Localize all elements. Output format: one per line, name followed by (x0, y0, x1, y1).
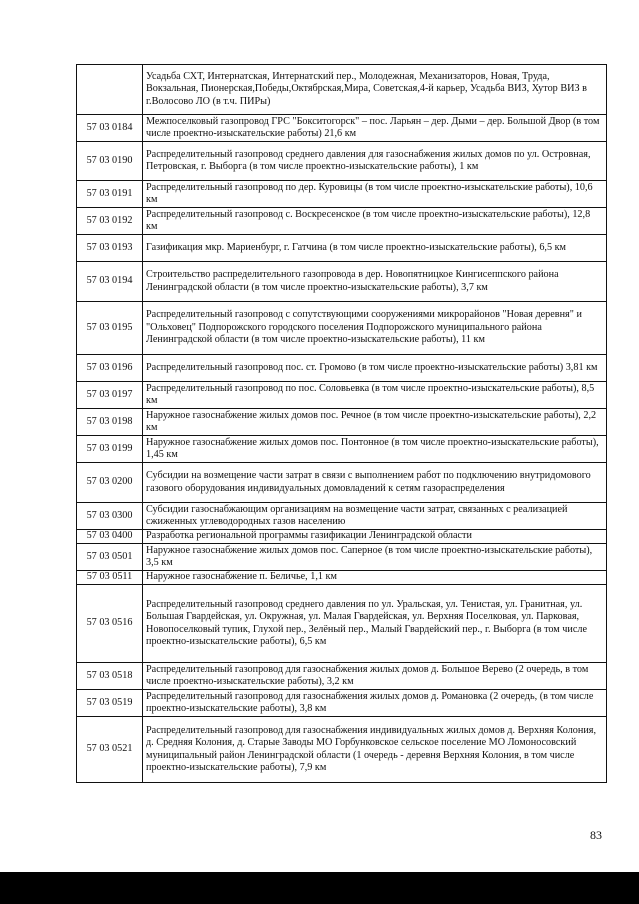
table-row (77, 65, 607, 115)
row-code: 57 03 0198 (77, 409, 143, 436)
row-code: 57 03 0193 (77, 235, 143, 262)
row-code: 57 03 0519 (77, 690, 143, 717)
row-description: Усадьба СХТ, Интернатская, Интернатский пер., Молодежная, Механизаторов, Новая, Труда, Вокзальная, Пионерская,Победы,Октябрская,Мира, Советская,4-й карьер, Усадьба ВИЗ, Хутор ВИЗ в г.Волосово ЛО (в т.ч. ПИРы) (143, 65, 607, 115)
table-row (77, 235, 607, 262)
page-top-margin (0, 0, 639, 6)
row-code: 57 03 0191 (77, 181, 143, 208)
table-row (77, 262, 607, 302)
table-row (77, 663, 607, 690)
row-description: Наружное газоснабжение жилых домов пос. Саперное (в том числе проектно-изыскательские работы), 3,5 км (143, 544, 607, 571)
table-row (77, 571, 607, 585)
table-row (77, 142, 607, 181)
row-description: Распределительный газопровод для газоснабжения жилых домов д. Большое Верево (2 очередь, в том числе проектно-изыскательские работы), 3,2 км (143, 663, 607, 690)
row-code: 57 03 0300 (77, 503, 143, 530)
row-code: 57 03 0200 (77, 463, 143, 503)
row-description: Распределительный газопровод с. Воскресенское (в том числе проектно-изыскательские работы), 12,8 км (143, 208, 607, 235)
table-row (77, 585, 607, 663)
row-code: 57 03 0192 (77, 208, 143, 235)
gasification-table (76, 64, 607, 783)
row-code: 57 03 0184 (77, 115, 143, 142)
row-description: Распределительный газопровод по пос. Соловьевка (в том числе проектно-изыскательские работы), 8,5 км (143, 382, 607, 409)
row-description: Распределительный газопровод с сопутствующими сооружениями микрорайонов "Новая деревня" и "Ольховец" Подпорожского городского поселения Подпорожского муниципального района Ленинградской области (в том числе проектно-изыскательские работы), 11 км (143, 302, 607, 355)
table-row (77, 208, 607, 235)
row-code: 57 03 0518 (77, 663, 143, 690)
row-code: 57 03 0197 (77, 382, 143, 409)
row-code: 57 03 0400 (77, 530, 143, 544)
table-row (77, 717, 607, 783)
row-code: 57 03 0190 (77, 142, 143, 181)
table-row (77, 302, 607, 355)
row-description: Распределительный газопровод среднего давления по ул. Уральская, ул. Тенистая, ул. Гранитная, ул. Большая Гвардейская, ул. Окружная, ул. Малая Гвардейская, ул. Верхняя Поселковая, ул. Парковая, Новопоселковый тупик, Глухой пер., Зелёный пер., Малый Гвардейский пер., г. Выборга (в том числе проектно-изыскательские работы), 6,5 км (143, 585, 607, 663)
row-description: Распределительный газопровод для газоснабжения индивидуальных жилых домов д. Верхняя Колония, д. Средняя Колония, д. Старые Заводы МО Горбунковское сельское поселение МО Ломоносовский муниципальный район Ленинградской области (1 очередь - деревня Верхняя Колония, в том числе проектно-изыскательские работы), 7,9 км (143, 717, 607, 783)
row-code: 57 03 0194 (77, 262, 143, 302)
row-code: 57 03 0199 (77, 436, 143, 463)
table-row (77, 115, 607, 142)
table-row (77, 181, 607, 208)
scan-bottom-edge (0, 872, 639, 904)
row-code: 57 03 0521 (77, 717, 143, 783)
row-description: Распределительный газопровод среднего давления для газоснабжения жилых домов по ул. Островная, Петровская, г. Выборга (в том числе проектно-изыскательские работы), 1 км (143, 142, 607, 181)
row-description: Газификация мкр. Мариенбург, г. Гатчина (в том числе проектно-изыскательские работы), 6,5 км (143, 235, 607, 262)
table-row (77, 463, 607, 503)
row-description: Межпоселковый газопровод ГРС "Бокситогорск" – пос. Ларьян – дер. Дыми – дер. Большой Двор (в том числе проектно-изыскательские работы) 21,6 км (143, 115, 607, 142)
row-code (77, 65, 143, 115)
row-description: Наружное газоснабжение жилых домов пос. Понтонное (в том числе проектно-изыскательские работы), 1,45 км (143, 436, 607, 463)
row-description: Распределительный газопровод по дер. Куровицы (в том числе проектно-изыскательские работы), 10,6 км (143, 181, 607, 208)
row-description: Строительство распределительного газопровода в дер. Новопятницкое Кингисеппского района Ленинградской области (в том числе проектно-изыскательские работы), 3,7 км (143, 262, 607, 302)
table-row (77, 690, 607, 717)
table-row (77, 530, 607, 544)
row-description: Субсидии на возмещение части затрат в связи с выполнением работ по подключению внутридомового газового оборудования индивидуальных домовладений к сетям газораспределения (143, 463, 607, 503)
table-row (77, 503, 607, 530)
row-description: Распределительный газопровод для газоснабжения жилых домов д. Романовка (2 очередь, (в том числе проектно-изыскательские работы), 3,8 км (143, 690, 607, 717)
row-description: Наружное газоснабжение жилых домов пос. Речное (в том числе проектно-изыскательские работы), 2,2 км (143, 409, 607, 436)
row-code: 57 03 0516 (77, 585, 143, 663)
row-code: 57 03 0195 (77, 302, 143, 355)
table-row (77, 544, 607, 571)
row-code: 57 03 0196 (77, 355, 143, 382)
row-description: Субсидии газоснабжающим организациям на возмещение части затрат, связанных с реализацией сжиженных углеводородных газов населению (143, 503, 607, 530)
table-row (77, 382, 607, 409)
row-code: 57 03 0501 (77, 544, 143, 571)
page-number: 83 (590, 828, 602, 842)
row-description: Распределительный газопровод пос. ст. Громово (в том числе проектно-изыскательские работы) 3,81 км (143, 355, 607, 382)
row-description: Разработка региональной программы газификации Ленинградской области (143, 530, 607, 544)
row-code: 57 03 0511 (77, 571, 143, 585)
table-row (77, 409, 607, 436)
table-row (77, 355, 607, 382)
table-row (77, 436, 607, 463)
row-description: Наружное газоснабжение п. Беличье, 1,1 км (143, 571, 607, 585)
